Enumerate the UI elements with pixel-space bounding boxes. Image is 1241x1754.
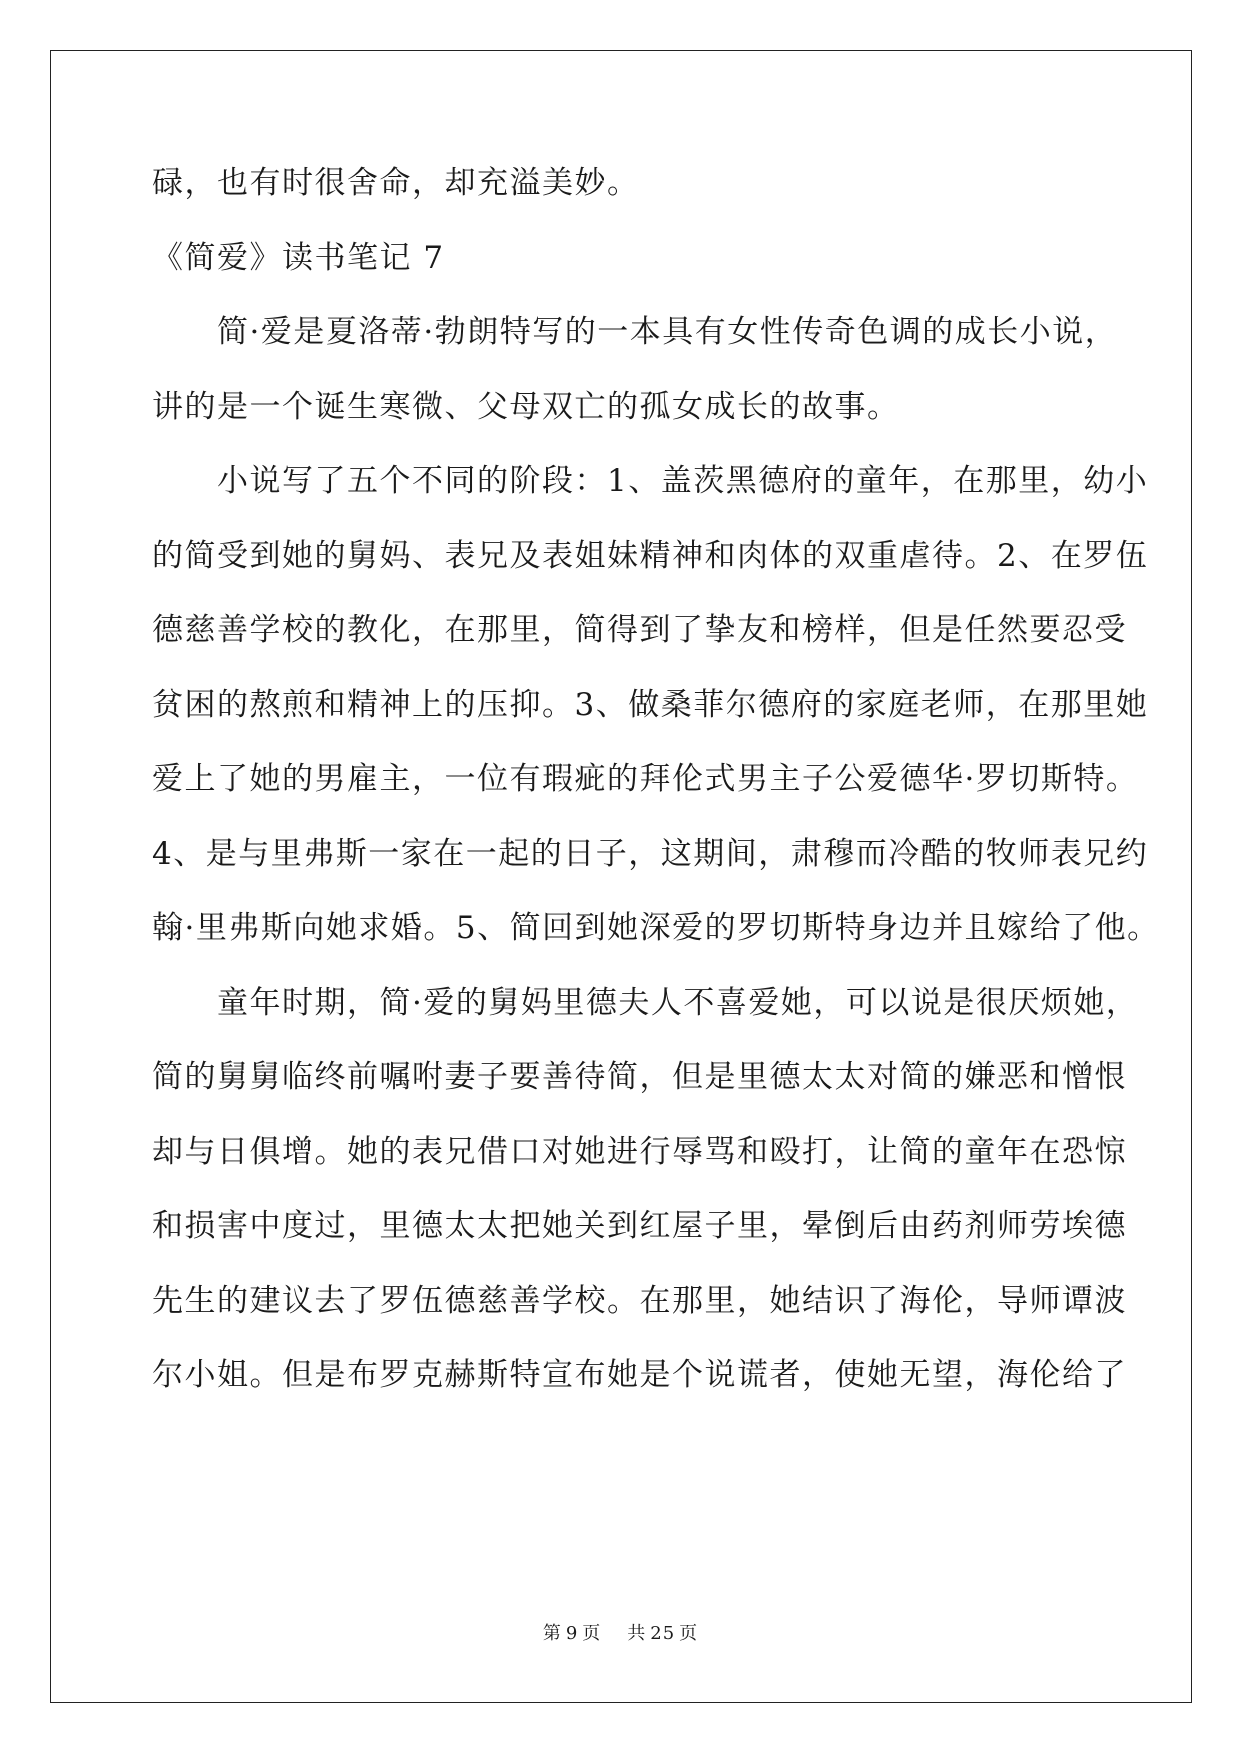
text-line: 翰·里弗斯向她求婚。5、简回到她深爱的罗切斯特身边并且嫁给了他。 [152,910,1160,946]
text-line: 和损害中度过，里德太太把她关到红屋子里，晕倒后由药剂师劳埃德 [152,1208,1127,1244]
text-line: 贫困的熬煎和精神上的压抑。3、做桑菲尔德府的家庭老师，在那里她 [152,687,1149,723]
total-suffix: 页 [679,1623,699,1644]
text-line: 小说写了五个不同的阶段：1、盖茨黑德府的童年，在那里，幼小 [152,463,1149,499]
page-border [50,50,1192,1703]
text-line: 碌，也有时很舍命，却充溢美妙。 [152,165,640,201]
total-prefix: 共 [627,1623,647,1644]
text-line: 爱上了她的男雇主，一位有瑕疵的拜伦式男主子公爱德华·罗切斯特。 [152,761,1139,797]
page-footer [0,1619,1241,1645]
text-line: 却与日俱增。她的表兄借口对她进行辱骂和殴打，让简的童年在恐惊 [152,1134,1127,1170]
text-line: 的简受到她的舅妈、表兄及表姐妹精神和肉体的双重虐待。2、在罗伍 [152,538,1149,574]
text-line: 简·爱是夏洛蒂·勃朗特写的一本具有女性传奇色调的成长小说， [152,314,1118,350]
text-line: 先生的建议去了罗伍德慈善学校。在那里，她结识了海伦，导师谭波 [152,1283,1127,1319]
text-line: 简的舅舅临终前嘱咐妻子要善待简，但是里德太太对简的嫌恶和憎恨 [152,1059,1127,1095]
page-prefix: 第 [542,1623,562,1644]
text-line: 讲的是一个诞生寒微、父母双亡的孤女成长的故事。 [152,389,900,425]
page-suffix: 页 [582,1623,602,1644]
section-heading: 《简爱》读书笔记 7 [152,240,445,276]
text-line: 4、是与里弗斯一家在一起的日子，这期间，肃穆而冷酷的牧师表兄约 [152,836,1149,872]
text-line: 童年时期，简·爱的舅妈里德夫人不喜爱她，可以说是很厌烦她， [152,985,1139,1021]
page-number: 9 [565,1623,579,1644]
total-pages: 25 [650,1623,676,1644]
text-line: 尔小姐。但是布罗克赫斯特宣布她是个说谎者，使她无望，海伦给了 [152,1357,1127,1393]
text-line: 德慈善学校的教化，在那里，简得到了挚友和榜样，但是任然要忍受 [152,612,1127,648]
